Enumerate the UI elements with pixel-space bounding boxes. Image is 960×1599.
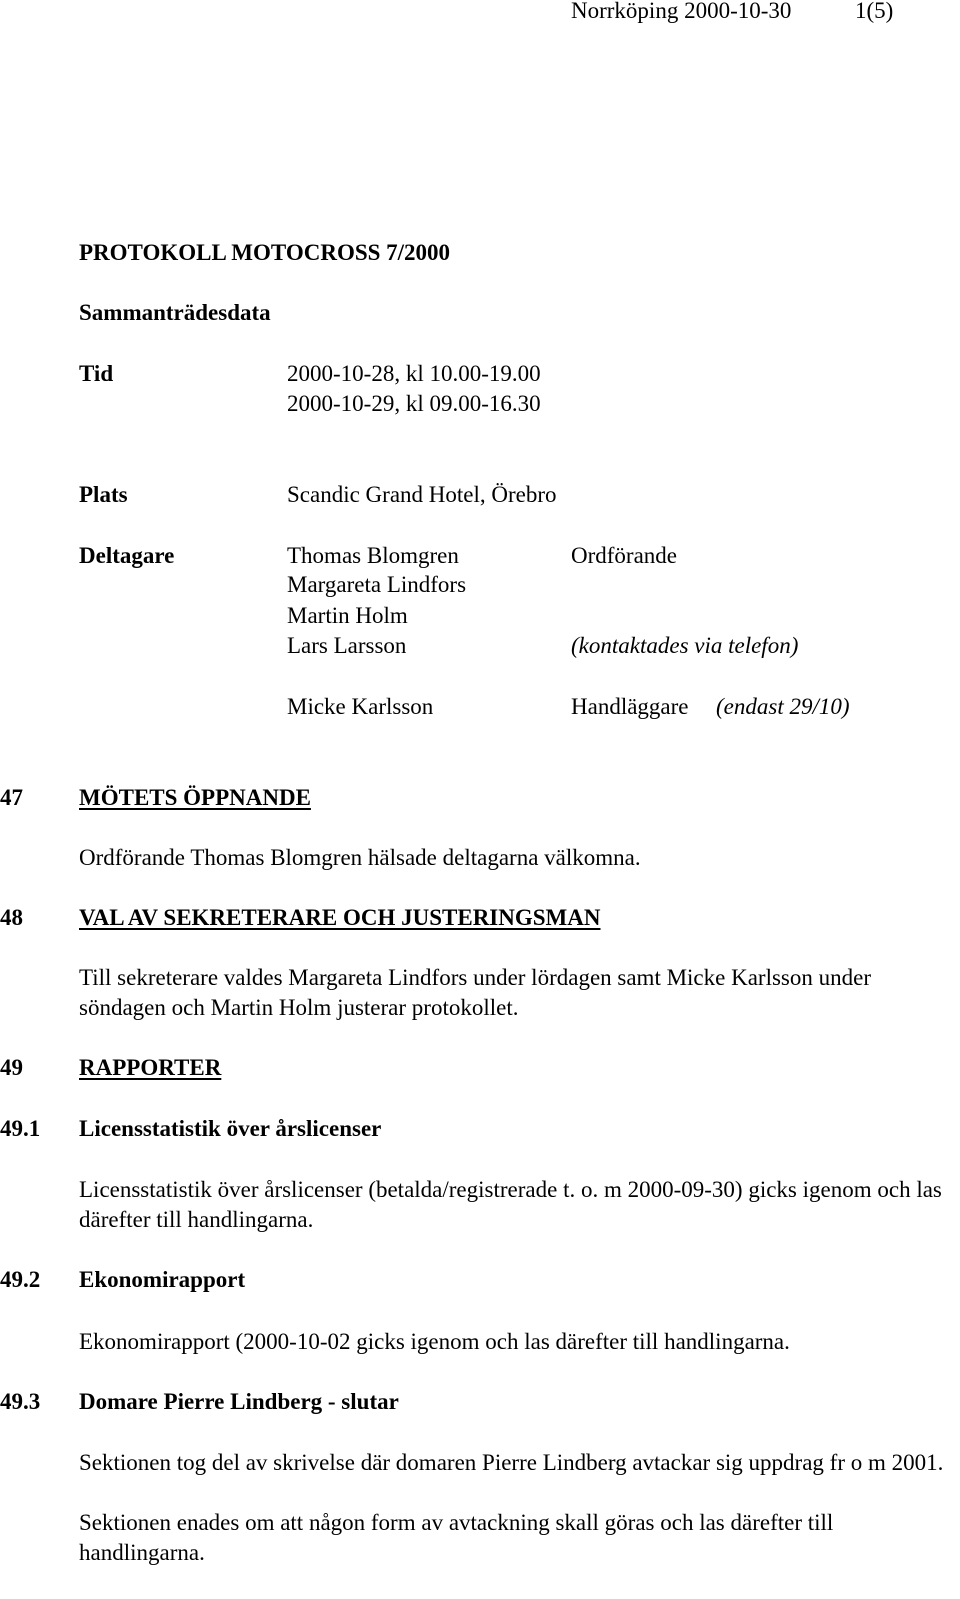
subsection-body-2: Sektionen enades om att någon form av avtackning skall göras och las därefter till handlingarna. [79,1510,834,1565]
header-page-number: 1(5) [855,0,894,23]
section-number: 49 [0,1055,23,1080]
section-number: 47 [0,785,23,810]
subsection-body: Sektionen tog del av skrivelse där domaren Pierre Lindberg avtackar sig uppdrag fr o m 2001. [79,1450,944,1475]
participant-name: Lars Larsson [287,633,407,658]
document-subtitle: Sammanträdesdata [79,300,271,325]
section-heading: MÖTETS ÖPPNANDE [79,785,311,810]
participant-name: Martin Holm [287,603,408,628]
participant-note: (endast 29/10) [716,694,850,719]
tid-line-1: 2000-10-28, kl 10.00-19.00 [287,361,541,386]
participant-name: Micke Karlsson [287,694,434,719]
subsection-heading: Domare Pierre Lindberg - slutar [79,1389,399,1414]
participant-role: Ordförande [571,543,678,568]
participant-name: Margareta Lindfors [287,572,467,597]
participant-name: Thomas Blomgren [287,543,459,568]
section-heading: VAL AV SEKRETERARE OCH JUSTERINGSMAN [79,905,601,930]
subsection-heading: Licensstatistik över årslicenser [79,1116,382,1141]
participant-note: (kontaktades via telefon) [571,633,799,658]
section-heading: RAPPORTER [79,1055,222,1080]
section-body: Till sekreterare valdes Margareta Lindfors under lördagen samt Micke Karlsson under söndagen och Martin Holm justerar protokollet. [79,965,871,1020]
section-body: Ordförande Thomas Blomgren hälsade deltagarna välkomna. [79,845,641,870]
subsection-number: 49.1 [0,1116,41,1141]
subsection-heading: Ekonomirapport [79,1267,246,1292]
subsection-body: Ekonomirapport (2000-10-02 gicks igenom och las därefter till handlingarna. [79,1329,790,1354]
plats-label: Plats [79,482,128,507]
tid-line-2: 2000-10-29, kl 09.00-16.30 [287,391,541,416]
subsection-number: 49.2 [0,1267,41,1292]
plats-value: Scandic Grand Hotel, Örebro [287,482,557,507]
section-number: 48 [0,905,23,930]
header-place-date: Norrköping 2000-10-30 [571,0,792,23]
document-title: PROTOKOLL MOTOCROSS 7/2000 [79,240,451,265]
deltagare-label: Deltagare [79,543,175,568]
tid-label: Tid [79,361,114,386]
subsection-number: 49.3 [0,1389,41,1414]
participant-role: Handläggare [571,694,689,719]
subsection-body: Licensstatistik över årslicenser (betalda/registrerade t. o. m 2000-09-30) gicks igenom och las därefter till handlingarna. [79,1177,942,1232]
